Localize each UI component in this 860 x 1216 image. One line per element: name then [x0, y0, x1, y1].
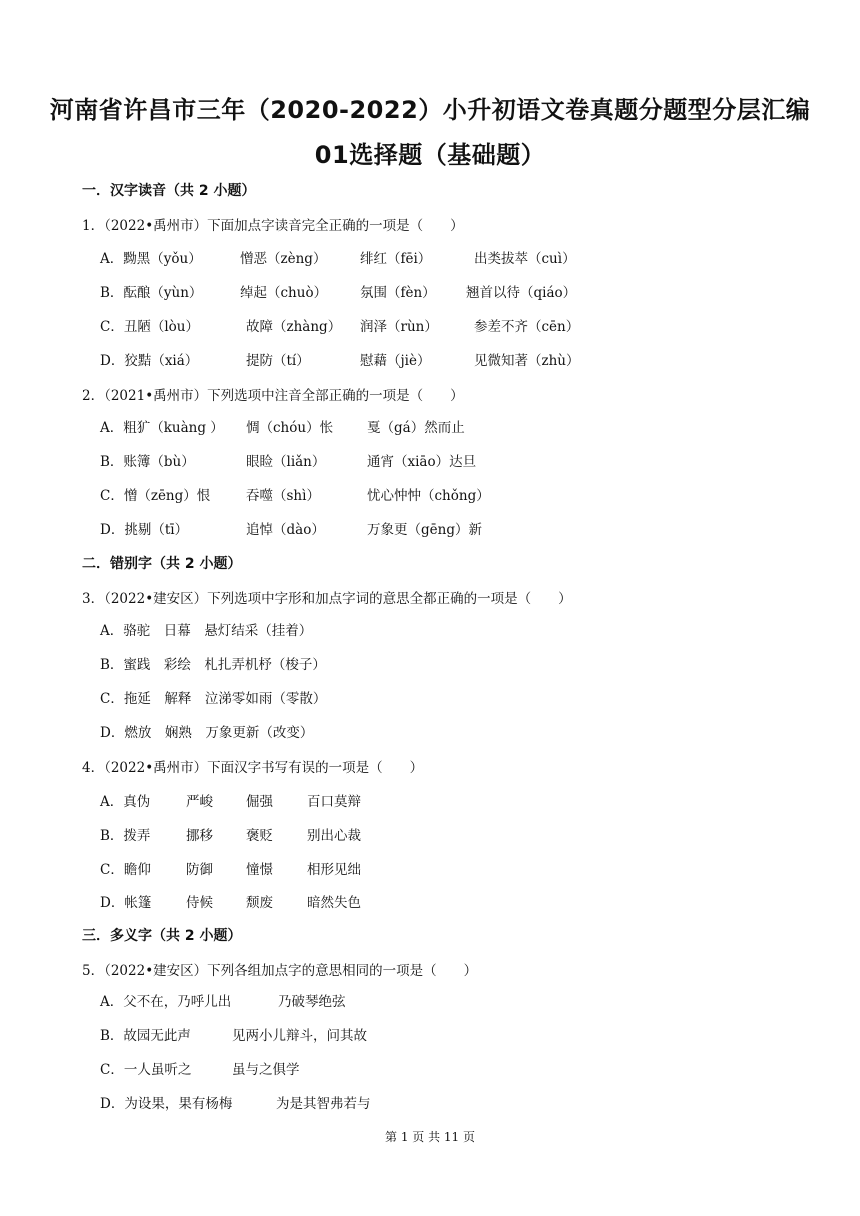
- q4-option-d-4: 暗然失色: [307, 895, 361, 911]
- q1-option-c-1: C．丑陋（lòu）: [100, 319, 199, 335]
- q4-option-d-3: 颓废: [246, 895, 273, 911]
- q4-option-d-2: 侍候: [186, 895, 213, 911]
- q1-option-a-4: 出类拔萃（cuì）: [474, 251, 576, 267]
- q2-option-b-3: 通宵（xiāo）达旦: [367, 454, 477, 470]
- q1-option-b-2: 绰起（chuò）: [240, 285, 328, 301]
- q4-option-c-2: 防御: [186, 862, 213, 878]
- q5-option-c-2: 虽与之俱学: [232, 1062, 300, 1078]
- q4-option-b-3: 褒贬: [246, 828, 273, 844]
- q2-option-c-1: C．憎（zēng）恨: [100, 488, 211, 504]
- section-heading-polysemy: 三．多义字（共 2 小题）: [82, 928, 242, 944]
- q4-option-a-1: A．真伪: [100, 794, 151, 810]
- q4-option-c-1: C．瞻仰: [100, 862, 151, 878]
- q5-option-d-1: D．为设果，果有杨梅: [100, 1096, 233, 1112]
- question-1-stem: 1．（2022•禹州市）下面加点字读音完全正确的一项是（ ）: [82, 218, 464, 234]
- q1-option-d-2: 提防（tí）: [246, 353, 310, 369]
- q2-option-d-1: D．挑剔（tī）: [100, 522, 189, 538]
- q4-option-b-4: 别出心裁: [307, 828, 361, 844]
- question-4-stem: 4．（2022•禹州市）下面汉字书写有误的一项是（ ）: [82, 760, 424, 776]
- question-2-stem: 2．（2021•禹州市）下列选项中注音全部正确的一项是（ ）: [82, 388, 464, 404]
- page-footer: 第 1 页 共 11 页: [385, 1130, 475, 1144]
- q1-option-c-4: 参差不齐（cēn）: [474, 319, 580, 335]
- title-line-2: 01选择题（基础题）: [314, 141, 546, 169]
- q4-option-c-3: 憧憬: [246, 862, 273, 878]
- q2-option-b-1: B．账簿（bù）: [100, 454, 195, 470]
- q2-option-a-2: 惆（chóu）怅: [246, 420, 334, 436]
- question-3-stem: 3．（2022•建安区）下列选项中字形和加点字词的意思全都正确的一项是（ ）: [82, 591, 572, 607]
- q1-option-b-3: 氛围（fèn）: [360, 285, 436, 301]
- q5-option-a-1: A．父不在，乃呼儿出: [100, 994, 232, 1010]
- q1-option-b-1: B．酝酿（yùn）: [100, 285, 203, 301]
- q4-option-a-3: 倔强: [246, 794, 273, 810]
- q1-option-a-2: 憎恶（zèng）: [240, 251, 327, 267]
- q4-option-d-1: D．帐篷: [100, 895, 152, 911]
- q1-option-d-3: 慰藉（jiè）: [360, 353, 431, 369]
- q1-option-d-1: D．狡黠（xiá）: [100, 353, 199, 369]
- question-5-stem: 5．（2022•建安区）下列各组加点字的意思相同的一项是（ ）: [82, 963, 478, 979]
- q3-option-d: D．燃放 娴熟 万象更新（改变）: [100, 725, 314, 741]
- q1-option-d-4: 见微知著（zhù）: [474, 353, 580, 369]
- q2-option-d-2: 追悼（dào）: [246, 522, 325, 538]
- title-line-1: 河南省许昌市三年（2020-2022）小升初语文卷真题分题型分层汇编: [49, 96, 811, 124]
- q4-option-c-4: 相形见绌: [307, 862, 361, 878]
- section-heading-wrong-characters: 二．错别字（共 2 小题）: [82, 556, 242, 572]
- q5-option-d-2: 为是其智弗若与: [276, 1096, 371, 1112]
- q5-option-b-2: 见两小儿辩斗，问其故: [232, 1028, 367, 1044]
- q5-option-c-1: C．一人虽听之: [100, 1062, 192, 1078]
- q1-option-a-3: 绯红（fēi）: [360, 251, 432, 267]
- q5-option-a-2: 乃破琴绝弦: [278, 994, 346, 1010]
- q2-option-c-3: 忧心忡忡（chǒng）: [367, 488, 490, 504]
- q1-option-a-1: A．黝黑（yǒu）: [100, 251, 202, 267]
- q4-option-a-4: 百口莫辩: [307, 794, 361, 810]
- q1-option-b-4: 翘首以待（qiáo）: [466, 285, 577, 301]
- q1-option-c-3: 润泽（rùn）: [360, 319, 438, 335]
- q3-option-c: C．拖延 解释 泣涕零如雨（零散）: [100, 691, 327, 707]
- q1-option-c-2: 故障（zhàng）: [246, 319, 342, 335]
- q2-option-a-3: 戛（gá）然而止: [367, 420, 465, 436]
- q4-option-b-1: B．拨弄: [100, 828, 151, 844]
- section-heading-pronunciation: 一．汉字读音（共 2 小题）: [82, 183, 256, 199]
- q3-option-a: A．骆驼 日幕 悬灯结采（挂着）: [100, 623, 313, 639]
- q2-option-a-1: A．粗犷（kuàng ）: [100, 420, 224, 436]
- q2-option-d-3: 万象更（gēng）新: [367, 522, 482, 538]
- q3-option-b: B．蜜践 彩绘 札扎弄机杼（梭子）: [100, 657, 326, 673]
- q2-option-b-2: 眼睑（liǎn）: [246, 454, 326, 470]
- q5-option-b-1: B．故园无此声: [100, 1028, 191, 1044]
- q4-option-b-2: 挪移: [186, 828, 213, 844]
- q4-option-a-2: 严峻: [186, 794, 213, 810]
- q2-option-c-2: 吞噬（shì）: [246, 488, 320, 504]
